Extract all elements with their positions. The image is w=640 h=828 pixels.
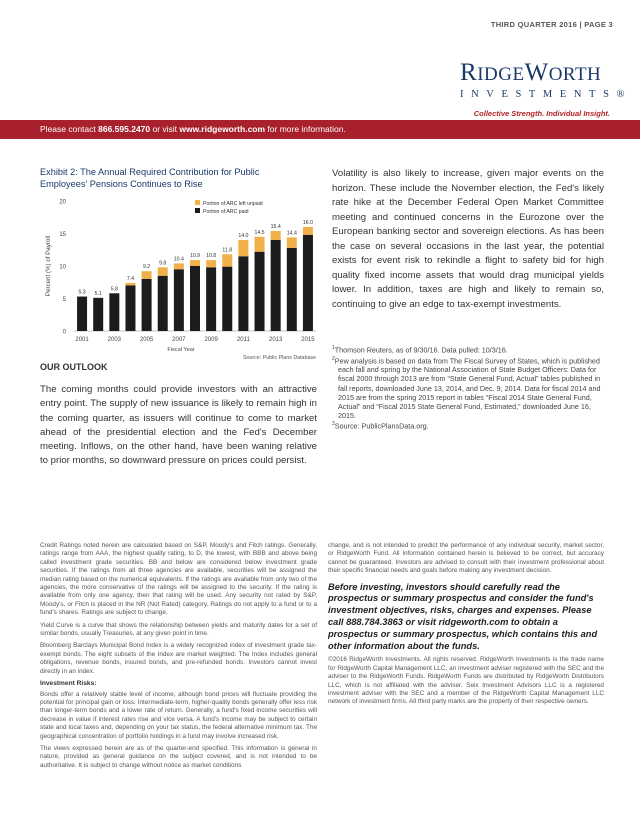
x-tick-label: 2001 xyxy=(75,337,89,343)
footnotes xyxy=(332,344,604,431)
footnote-3: $^3$Source: PublicPlansData.org. xyxy=(332,421,429,431)
bar-unpaid xyxy=(287,237,297,247)
bar-value-label: 10.8 xyxy=(206,253,217,260)
legend-label-unpaid: Portion of ARC left unpaid xyxy=(203,201,263,207)
y-tick-label: 0 xyxy=(62,329,66,336)
y-tick-label: 10 xyxy=(59,264,66,271)
arc-bar-chart xyxy=(40,193,324,368)
bar-unpaid xyxy=(271,231,281,240)
bar-paid xyxy=(174,269,184,331)
bar-paid xyxy=(206,267,216,331)
bar-unpaid xyxy=(190,260,200,266)
bar-value-label: 9.8 xyxy=(159,260,167,267)
bar-unpaid xyxy=(303,227,313,235)
bar-paid xyxy=(142,279,152,331)
bar-value-label: 14.4 xyxy=(286,230,297,237)
logo-wordmark: RIDGEWORTH xyxy=(460,59,602,86)
ridgeworth-logo xyxy=(460,59,633,118)
bar-value-label: 15.4 xyxy=(270,223,281,230)
bar-paid xyxy=(158,276,168,331)
bar-paid xyxy=(190,266,200,331)
bar-unpaid xyxy=(222,254,232,266)
bar-paid xyxy=(77,297,87,331)
bar-unpaid xyxy=(158,267,168,275)
y-tick-label: 20 xyxy=(59,199,66,206)
bar-value-label: 10.4 xyxy=(173,256,184,263)
x-tick-label: 2005 xyxy=(139,337,154,343)
bar-value-label: 14.0 xyxy=(238,233,249,239)
bar-unpaid xyxy=(142,271,152,279)
bar-unpaid xyxy=(255,237,265,252)
x-tick-label: 2007 xyxy=(172,337,186,343)
bar-unpaid xyxy=(125,283,135,286)
bar-value-label: 7.4 xyxy=(126,275,135,282)
legend-label-paid: Portion of ARC paid xyxy=(203,209,249,215)
y-tick-label: 15 xyxy=(59,232,66,238)
yield-curve-definition: Yield Curve is a curve that shows the relationship between yields and maturity dates for a set of similar bonds, usually Treasuries, at any given point in time. xyxy=(40,621,317,638)
page-label: THIRD QUARTER 2016 | PAGE 3 xyxy=(490,20,613,29)
disclosures-left xyxy=(40,542,317,774)
contact-banner: Please contact 866.595.2470 or visit www.ridgeworth.com for more information. xyxy=(0,120,640,139)
bar-value-label: 16.0 xyxy=(302,220,313,226)
bar-value-label: 5.1 xyxy=(94,290,102,297)
investment-risks-heading: Investment Risks: xyxy=(40,680,97,688)
bar-paid xyxy=(287,248,297,331)
bar-value-label: 14.5 xyxy=(254,229,265,236)
outlook-paragraph: The coming months could provide investors with an attractive entry point. The supply of new issuance is likely to remain high in the coming quarter, as issuers will continue to come to market ahead of the presidential election and the Fed's December meeting. Inflows, on the other hand, have been waning relative to prior months, so downward pressure on prices could persist. xyxy=(40,384,317,467)
bar-paid xyxy=(222,267,232,331)
outlook-heading: OUR OUTLOOK xyxy=(40,362,108,372)
legend-swatch-paid xyxy=(195,208,200,213)
x-tick-label: 2011 xyxy=(236,337,250,343)
contact-url-link[interactable]: www.ridgeworth.com xyxy=(179,124,266,134)
y-tick-label: 5 xyxy=(62,297,66,303)
chart-source: Source: Public Plans Database xyxy=(242,355,316,361)
bar-paid xyxy=(271,240,281,331)
credit-ratings-disclosure: Credit Ratings noted herein are calculated based on S&P, Moody's and Fitch ratings. Generally, ratings range from AAA, the highest quality rating, to D, the lowest, with BBB and above being called investment grade securities. BB and below are considered below investment grade securities. If the ratings from all three agencies are available, securities will be assigned the median rating based on the numerical equivalents. If the ratings are available from only two of the agencies, the more conservative of the ratings will be assigned to the security. If the rating is available from only one agency, then that rating will be used. Any security not rated by S&P, Moody's, or Fitch is placed in the NR (Not Rated) category. Ratings do not apply to a fund or to a fund's shares. Ratings are subject to change. xyxy=(40,542,317,617)
bar-value-label: 11.8 xyxy=(222,247,233,254)
bar-value-label: 5.3 xyxy=(78,289,86,296)
bar-unpaid xyxy=(206,260,216,267)
investment-risks-text: Bonds offer a relatively stable level of income, although bond prices will fluctuate providing the potential for principal gain or loss. Intermediate-term, higher-quality bonds generally offer less risk than longer-term bonds and a lower rate of return. Generally, a fund's fixed income securities will decrease in value if interest rates rise and vice versa. A fund's income may be subject to certain state and local taxes and, depending on your tax status, the federal alternative minimum tax. The geographical concentration of portfolio holdings in a fund may involve increased risk. xyxy=(40,690,317,740)
footnote-2: $^2$Pew analysis is based on data from The Fiscal Survey of States, which is published each fall and spring by the National Association of State Budget Officers: Data for fiscal 2000 through 2013 are from “State General Fund, Actual” tables published in fall reports, downloaded June 13, 2014, and Dec. 9, 2014. Data for fiscal 2014 and 2015 are from the spring 2015 report in tables “Fiscal 2014 State General Fund, Actual” and “Fiscal 2015 State General Fund, Estimated,” downloaded June 16, 2015. xyxy=(332,355,601,421)
prospectus-notice: Before investing, investors should carefully read the prospectus or summary prospectus and consider the fund's investment objectives, risks, charges and expenses. Please call 888.784.3863 or visit ridgeworth.com to obtain a prospectus or summary prospectus, which contains this and other information about the funds. xyxy=(328,581,598,651)
bar-paid xyxy=(238,256,248,331)
logo-subtitle: INVESTMENTS® xyxy=(460,89,633,100)
bar-value-label: 9.2 xyxy=(142,264,151,271)
footnote-1: $^1$Thomson Reuters, as of 9/30/16. Data pulled: 10/3/16. xyxy=(332,345,508,355)
exhibit-title: Exhibit 2: The Annual Required Contribution for Public Employees' Pensions Continues to Rise xyxy=(40,167,260,189)
bloomberg-index-definition: Bloomberg Barclays Municipal Bond Index is a widely recognized index of investment grade tax-exempt bonds. The eight subsets of the Index are market weighted. The Index includes general obligations, revenue bonds, insured bonds, and pre-refunded bonds. Investors cannot invest directly in an index. xyxy=(40,642,317,675)
bar-paid xyxy=(93,298,103,331)
bar-paid xyxy=(109,293,119,331)
change-disclosure: change, and is not intended to predict the performance of any individual security, market sector, or RidgeWorth Fund. All information contained herein is believed to be correct, but accuracy cannot be guaranteed. Investors are advised to consult with their investment professional about their specific financial needs and goals before making any investment decision. xyxy=(328,542,604,575)
bar-value-label: 10.9 xyxy=(189,253,201,260)
bar-unpaid xyxy=(174,263,184,269)
contact-phone[interactable]: 866.595.2470 xyxy=(98,124,151,134)
x-axis-label: Fiscal Year xyxy=(167,347,195,353)
views-disclosure: The views expressed herein are as of the quarter-end specified. This information is general in nature, provided as general guidance on the subject covered, and is not intended to be authoritative. It is subject to change without notice as market conditions xyxy=(40,744,317,769)
disclosures-right xyxy=(328,542,604,711)
bar-paid xyxy=(255,252,265,331)
x-tick-label: 2003 xyxy=(107,337,122,343)
logo-tagline: Collective Strength. Individual Insight. xyxy=(473,109,610,118)
y-axis-label: Percent (%) of Payroll xyxy=(45,235,52,297)
x-tick-label: 2009 xyxy=(204,337,218,343)
bar-unpaid xyxy=(238,240,248,256)
legend-swatch-unpaid xyxy=(195,200,200,205)
bar-value-label: 5.8 xyxy=(110,286,118,293)
volatility-paragraph: Volatility is also likely to increase, given major events on the horizon. These include the November election, the Fed's likely rate hike at the December Federal Open Market Committee meeting and continued concerns in the Eurozone over the European banking sector and sovereign elections. As has been the case on several occasions in the last year, the potential exists for event risk to rekindle a flight to safety bid for high quality fixed income assets that would drag municipal yields lower. In addition, taxes are high and likely to remain so, continuing to give an edge to tax-exempt investments. xyxy=(332,168,604,310)
x-tick-label: 2015 xyxy=(301,337,315,343)
bar-paid xyxy=(125,286,135,332)
bar-paid xyxy=(303,235,313,331)
x-tick-label: 2013 xyxy=(268,337,283,343)
copyright-notice: ©2016 RidgeWorth Investments. All rights reserved. RidgeWorth Investments is the trade name for RidgeWorth Capital Management LLC, an investment adviser registered with the SEC and the adviser to the RidgeWorth Funds. RidgeWorth Funds are distributed by RidgeWorth Distributors LLC, which is not affiliated with the adviser. Seix Investment Advisors LLC is a registered investment adviser with the SEC and a member of the RidgeWorth Capital Management LLC network of investment firms. All third party marks are the property of their respective owners. xyxy=(328,656,604,706)
